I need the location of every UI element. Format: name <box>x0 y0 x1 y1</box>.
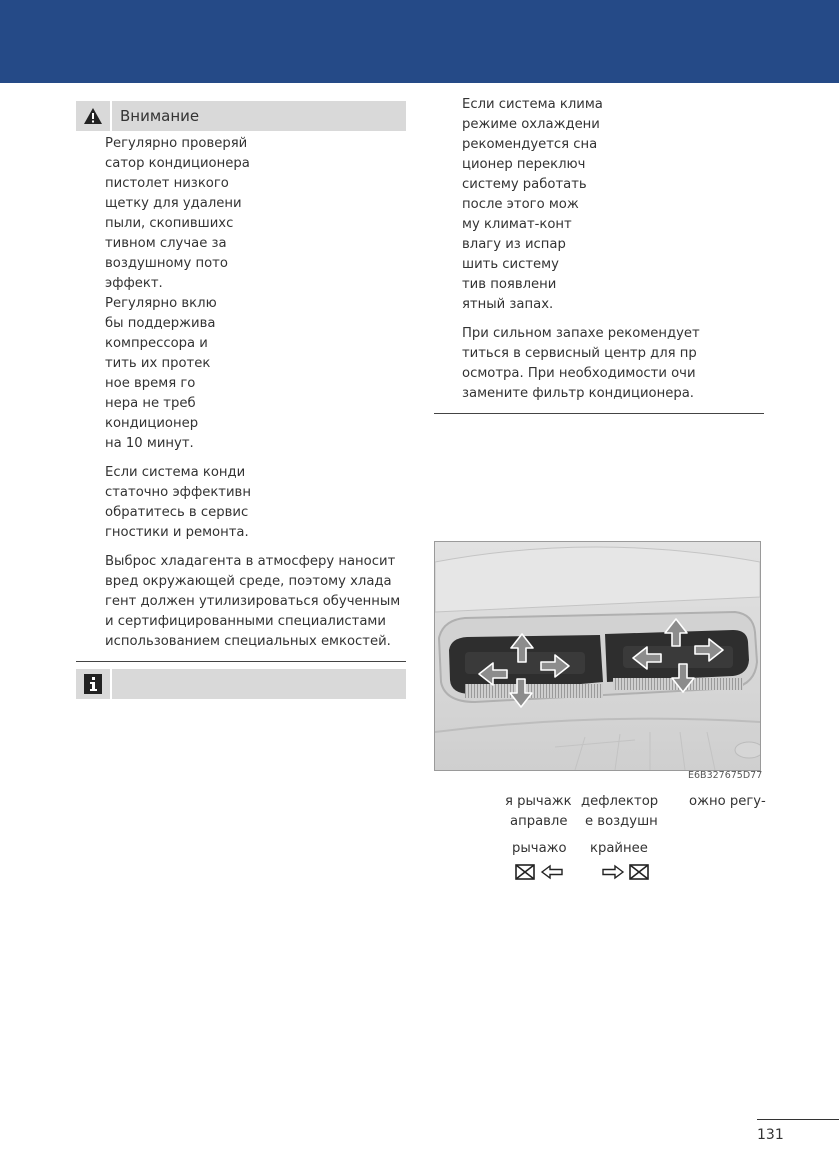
text-fragment: я рычажк <box>505 794 572 809</box>
warning-paragraph-3: Выброс хладагента в атмосферу наносит вред окружающей среде, поэтому хлада гент должен утилизироваться обученным и сертифицированными специалистами использованием специальных емкостей. <box>105 554 401 649</box>
text-fragment: аправле <box>510 814 568 829</box>
right-paragraph-2: При сильном запахе рекомендует титься в сервисный центр для пр осмотра. При необходимости очи замените фильтр кондиционера. <box>462 326 700 401</box>
figure-id: E6B327675D77 <box>688 770 763 781</box>
left-column <box>76 101 406 699</box>
page-number-rule <box>757 1119 839 1120</box>
warning-paragraph-2: Если система конди статочно эффективн обратитесь в сервис гностики и ремонта. <box>105 465 251 540</box>
header-bar <box>0 0 839 83</box>
warning-box-header <box>76 101 406 131</box>
right-arrow-closed-vent-icon <box>601 864 651 880</box>
warning-paragraph-1: Регулярно проверяй сатор кондиционера пистолет низкого щетку для удалени пыли, скопившихс тивном случае за воздушному пото эффект. Регулярно вклю бы поддержива компрессора и тить их протек ное время го нера не треб кондиционер на 10 минут. <box>105 136 250 451</box>
page-number: 131 <box>757 1127 784 1143</box>
right-section-rule <box>434 413 764 414</box>
info-icon <box>76 669 112 699</box>
closed-vent-left-arrow-icon <box>515 864 565 880</box>
text-fragment: крайнее <box>590 841 648 856</box>
air-vent-deflector-image <box>434 541 761 771</box>
text-fragment: дефлектор <box>581 794 659 809</box>
info-box-header <box>76 669 406 699</box>
text-fragment: е воздушн <box>585 814 658 829</box>
warning-box-bottom-rule <box>76 661 406 662</box>
text-fragment: ожно регу- <box>689 794 766 809</box>
warning-triangle-icon <box>76 101 112 131</box>
right-column <box>434 95 764 414</box>
right-paragraph-1: Если система клима режиме охлаждени рекомендуется сна ционер переключ систему работать после этого мож му климат-конт влагу из испар шить систему тив появлени ятный запах. <box>462 97 603 312</box>
warning-box-title: Внимание <box>120 107 200 125</box>
text-fragment: рычажо <box>512 841 567 856</box>
